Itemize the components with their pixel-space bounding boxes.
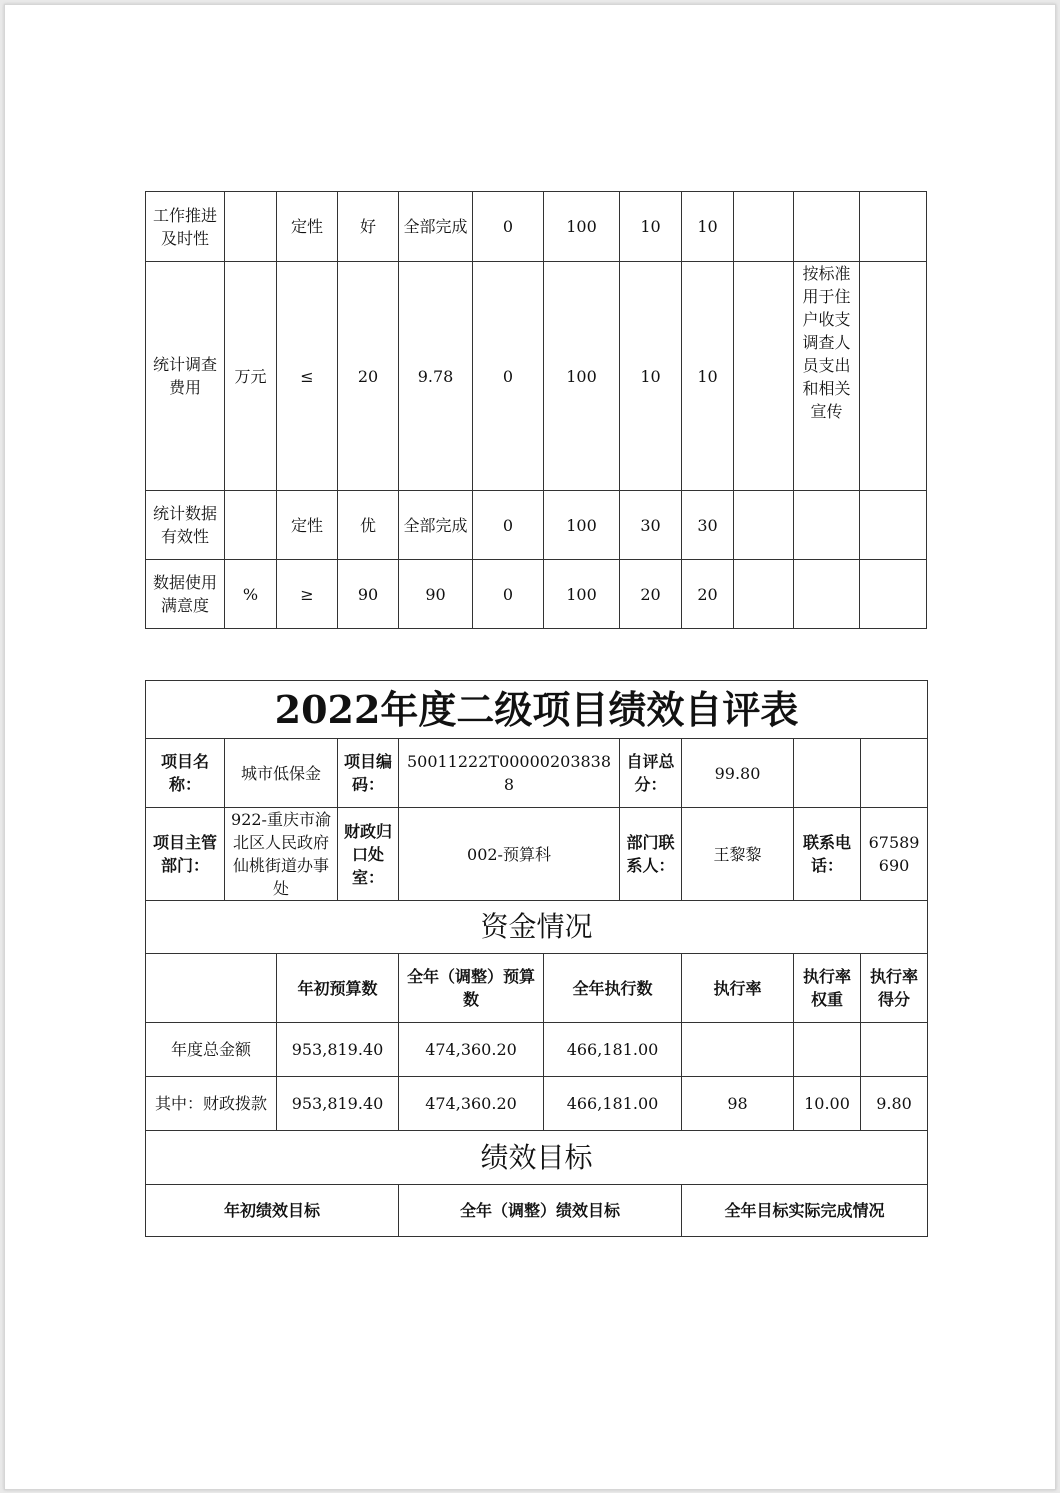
indicator-actual: 全部完成 [399, 192, 473, 262]
indicator-min: 0 [473, 262, 544, 491]
indicator-unit [225, 192, 277, 262]
table-row [146, 491, 927, 560]
phone-label: 联系电话： [794, 808, 861, 901]
blank-cell [861, 739, 928, 808]
indicator-min: 0 [473, 491, 544, 560]
indicator-reason [734, 262, 794, 491]
indicator-actual: 全部完成 [399, 491, 473, 560]
indicator-name: 数据使用满意度 [146, 560, 225, 629]
performance-indicator-table [145, 191, 927, 629]
project-info-row [146, 739, 928, 808]
indicator-extra [860, 192, 927, 262]
indicator-weight: 20 [620, 560, 682, 629]
table-row [146, 1077, 928, 1131]
indicator-name: 统计数据有效性 [146, 491, 225, 560]
indicator-min: 0 [473, 560, 544, 629]
indicator-score: 10 [682, 192, 734, 262]
indicator-unit [225, 491, 277, 560]
dept-label: 项目主管部门： [146, 808, 225, 901]
indicator-reason [734, 560, 794, 629]
form-title: 2022年度二级项目绩效自评表 [146, 681, 928, 739]
indicator-max: 100 [544, 262, 620, 491]
phone-value: 67589690 [861, 808, 928, 901]
indicator-extra [860, 491, 927, 560]
goals-header-row [146, 1185, 928, 1237]
funds-row-label: 其中：财政拨款 [146, 1077, 277, 1131]
funds-rate-score: 9.80 [861, 1077, 928, 1131]
project-name-value: 城市低保金 [225, 739, 338, 808]
indicator-actual: 9.78 [399, 262, 473, 491]
table-row [146, 262, 927, 491]
indicator-reason [734, 192, 794, 262]
funds-executed: 466,181.00 [544, 1023, 682, 1077]
funds-header: 执行率得分 [861, 954, 928, 1023]
indicator-score: 10 [682, 262, 734, 491]
funds-header: 年初预算数 [277, 954, 399, 1023]
funds-header-row [146, 954, 928, 1023]
table-row [146, 1023, 928, 1077]
indicator-target: 优 [338, 491, 399, 560]
funds-row-label: 年度总金额 [146, 1023, 277, 1077]
funds-initial: 953,819.40 [277, 1077, 399, 1131]
indicator-operator: ≤ [277, 262, 338, 491]
indicator-actual: 90 [399, 560, 473, 629]
goals-header: 年初绩效目标 [146, 1185, 399, 1237]
indicator-note [794, 192, 860, 262]
project-code-label: 项目编码： [338, 739, 399, 808]
indicator-score: 30 [682, 491, 734, 560]
funds-rate-weight [794, 1023, 861, 1077]
indicator-name: 工作推进及时性 [146, 192, 225, 262]
indicator-note [794, 560, 860, 629]
funds-executed: 466,181.00 [544, 1077, 682, 1131]
contact-label: 部门联系人： [620, 808, 682, 901]
total-score-label: 自评总分： [620, 739, 682, 808]
indicator-target: 20 [338, 262, 399, 491]
funds-header: 执行率权重 [794, 954, 861, 1023]
indicator-min: 0 [473, 192, 544, 262]
indicator-operator: ≥ [277, 560, 338, 629]
indicator-target: 90 [338, 560, 399, 629]
funds-rate [682, 1023, 794, 1077]
funds-rate-score [861, 1023, 928, 1077]
finance-value: 002-预算科 [399, 808, 620, 901]
indicator-max: 100 [544, 491, 620, 560]
indicator-unit: 万元 [225, 262, 277, 491]
document-page [4, 4, 1056, 1490]
indicator-name: 统计调查费用 [146, 262, 225, 491]
project-name-label: 项目名称： [146, 739, 225, 808]
indicator-note [794, 491, 860, 560]
goals-section-title: 绩效目标 [146, 1131, 928, 1185]
contact-value: 王黎黎 [682, 808, 794, 901]
project-code-value: 50011222T000002038388 [399, 739, 620, 808]
indicator-target: 好 [338, 192, 399, 262]
table-row [146, 560, 927, 629]
indicator-operator: 定性 [277, 491, 338, 560]
indicator-weight: 10 [620, 262, 682, 491]
indicator-max: 100 [544, 560, 620, 629]
funds-header: 执行率 [682, 954, 794, 1023]
funds-adjusted: 474,360.20 [399, 1077, 544, 1131]
form-title-row [146, 681, 928, 739]
indicator-unit: % [225, 560, 277, 629]
dept-value: 922-重庆市渝北区人民政府仙桃街道办事处 [225, 808, 338, 901]
goals-header: 全年目标实际完成情况 [682, 1185, 928, 1237]
blank-cell [794, 739, 861, 808]
indicator-max: 100 [544, 192, 620, 262]
total-score-value: 99.80 [682, 739, 794, 808]
funds-section-title: 资金情况 [146, 901, 928, 954]
goals-header: 全年（调整）绩效目标 [399, 1185, 682, 1237]
self-evaluation-form [145, 680, 928, 1237]
funds-initial: 953,819.40 [277, 1023, 399, 1077]
indicator-note: 按标准用于住户收支调查人员支出和相关宣传 [794, 262, 860, 491]
indicator-weight: 10 [620, 192, 682, 262]
blank-cell [146, 954, 277, 1023]
indicator-score: 20 [682, 560, 734, 629]
indicator-extra [860, 262, 927, 491]
indicator-weight: 30 [620, 491, 682, 560]
funds-rate-weight: 10.00 [794, 1077, 861, 1131]
funds-section-row [146, 901, 928, 954]
funds-header: 全年（调整）预算数 [399, 954, 544, 1023]
funds-adjusted: 474,360.20 [399, 1023, 544, 1077]
goals-section-row [146, 1131, 928, 1185]
finance-label: 财政归口处室： [338, 808, 399, 901]
table-row [146, 192, 927, 262]
indicator-extra [860, 560, 927, 629]
funds-rate: 98 [682, 1077, 794, 1131]
indicator-operator: 定性 [277, 192, 338, 262]
department-info-row [146, 808, 928, 901]
indicator-reason [734, 491, 794, 560]
funds-header: 全年执行数 [544, 954, 682, 1023]
